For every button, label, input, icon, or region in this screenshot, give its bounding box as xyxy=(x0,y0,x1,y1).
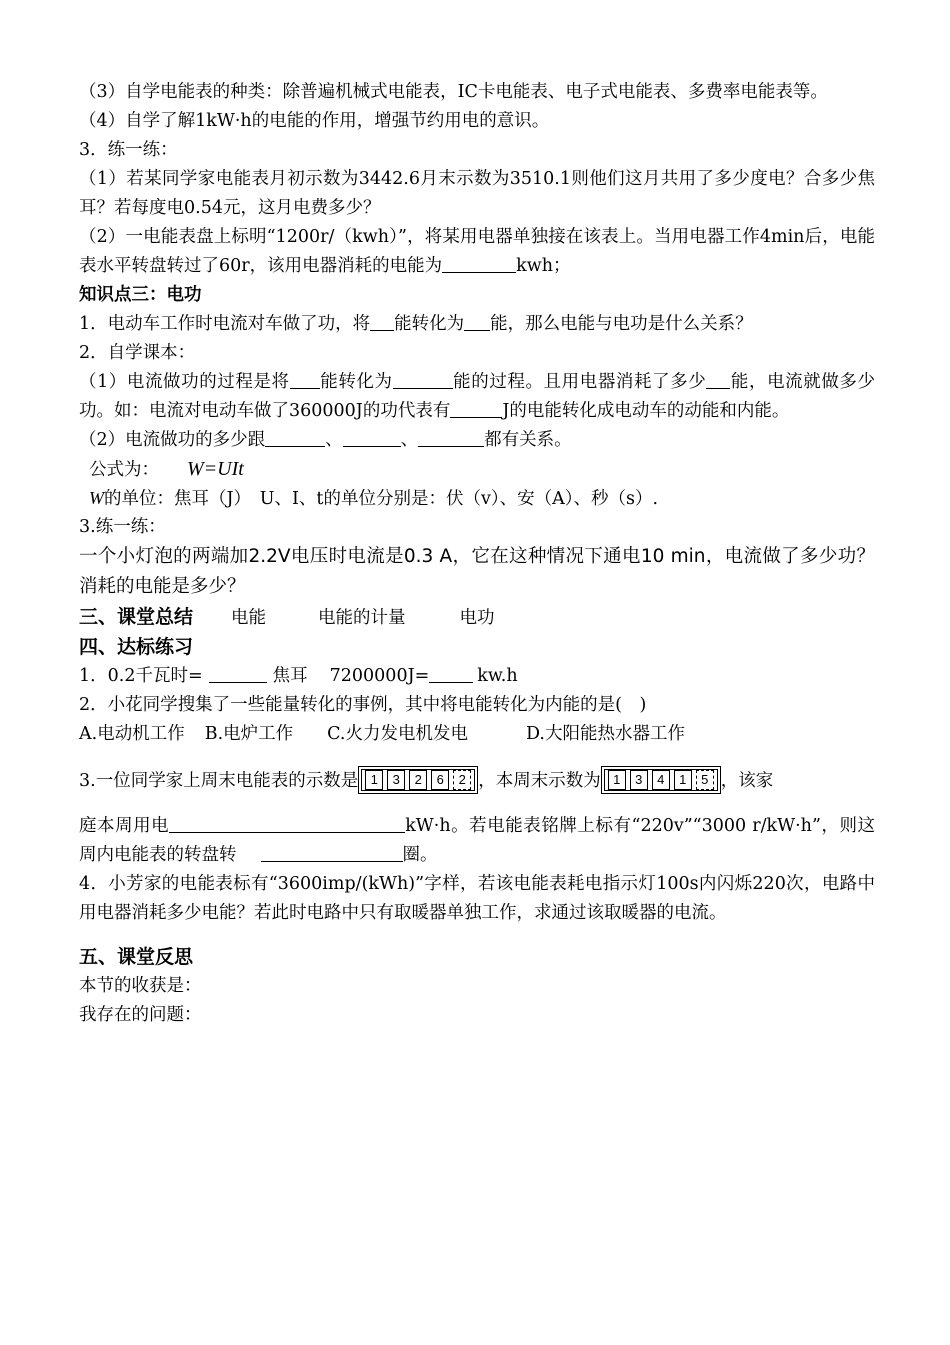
practice-text: 庭本周用电 xyxy=(79,816,170,836)
meter-decimal-digit: 2 xyxy=(453,770,471,790)
option-c[interactable]: C.火力发电机发电 xyxy=(327,724,468,744)
meter-digit: 1 xyxy=(608,770,626,790)
practice-label: 3.练一练： xyxy=(79,517,166,537)
formula-label: 公式为： xyxy=(89,460,159,480)
practice-text: ，本周末示数为 xyxy=(478,771,601,791)
answer-blank[interactable] xyxy=(442,254,516,273)
meter-reading-last-week xyxy=(358,766,478,794)
summary-item: 电能 xyxy=(231,608,267,628)
option-b[interactable]: B.电炉工作 xyxy=(204,724,294,744)
question-text: 能的过程。且用电器消耗了多少 xyxy=(452,372,707,392)
practice-text: kw.h xyxy=(477,666,518,686)
formula-line xyxy=(79,455,875,484)
answer-blank[interactable] xyxy=(370,312,394,331)
units-line xyxy=(79,484,875,513)
practice-text: 焦耳 xyxy=(272,666,308,686)
option-a[interactable]: A.电动机工作 xyxy=(79,724,185,744)
answer-blank[interactable] xyxy=(464,312,490,331)
meter-digit: 1 xyxy=(365,770,383,790)
question-text: 能，电流就做多少功。如：电流对电动车做了360000J的功代表有 xyxy=(79,372,876,421)
text-line: （3）自学电能表的种类：除普遍机械式电能表，IC卡电能表、电子式电能表、多费率电能表等。 xyxy=(79,82,828,102)
answer-blank[interactable] xyxy=(450,399,502,418)
exercise-2 xyxy=(79,223,875,281)
question-text: （2）电流做功的多少跟 xyxy=(79,430,266,450)
option-d[interactable]: D.大阳能热水器工作 xyxy=(525,724,685,744)
meter-digit: 4 xyxy=(652,770,670,790)
question-text: 都有关系。 xyxy=(484,430,572,450)
practice-text: 圈。 xyxy=(402,845,438,865)
question-2-2 xyxy=(79,426,875,455)
answer-blank[interactable] xyxy=(169,814,405,833)
text-line: （4）自学了解1kW·h的电能的作用，增强节约用电的意识。 xyxy=(79,111,550,131)
answer-blank[interactable] xyxy=(343,428,401,447)
answer-blank[interactable] xyxy=(418,428,484,447)
practice-text: 7200000J= xyxy=(329,666,430,686)
summary-title: 三、课堂总结 xyxy=(79,606,194,628)
units-text: 的单位：焦耳（J） U、I、t的单位分别是：伏（v）、安（A）、秒（s）. xyxy=(104,489,659,509)
question-1-text: 能转化为 xyxy=(394,314,465,334)
answer-blank[interactable] xyxy=(706,370,730,389)
practice-3 xyxy=(79,765,875,798)
practice-4: 4．小芳家的电能表标有“3600imp/(kWh)”字样，若该电能表耗电指示灯100s内闪烁220次，电路中用电器消耗多少电能？若此时电路中只有取暖器单独工作，求通过该取暖器的电流。 xyxy=(79,874,875,923)
practice-2-options xyxy=(79,720,875,749)
question-2-1 xyxy=(79,368,875,426)
practice-text: 1．0.2千瓦时= xyxy=(79,666,203,686)
exercise-2-unit: kwh； xyxy=(516,256,571,276)
question-text: 能转化为 xyxy=(319,372,393,392)
meter-digit: 1 xyxy=(674,770,692,790)
question-1-text: 1．电动车工作时电流对车做了功，将 xyxy=(79,314,371,334)
lamp-question: 一个小灯泡的两端加2.2V电压时电流是0.3 A，它在这种情况下通电10 min，电流做了多少功？消耗的电能是多少？ xyxy=(79,546,875,597)
question-1-text: 能，那么电能与电功是什么关系？ xyxy=(490,314,753,334)
meter-decimal-digit: 5 xyxy=(696,770,714,790)
question-text: （1）电流做功的过程是将 xyxy=(79,372,290,392)
answer-blank[interactable] xyxy=(209,664,267,683)
formula: W=UIt xyxy=(187,458,244,480)
question-text: 、 xyxy=(325,430,343,450)
summary-item: 电能的计量 xyxy=(318,608,406,628)
answer-blank[interactable] xyxy=(265,428,325,447)
knowledge-point-3-heading: 知识点三：电功 xyxy=(79,285,202,305)
text-line: 3．练一练： xyxy=(79,140,178,160)
question-text: 、 xyxy=(400,430,419,450)
summary-item: 电功 xyxy=(459,608,495,628)
meter-digit: 2 xyxy=(409,770,427,790)
exercise-1: （1）若某同学家电能表月初示数为3442.6月末示数为3510.1则他们这月共用了多少度电？合多少焦耳？若每度电0.54元，这月电费多少？ xyxy=(79,169,875,218)
reflection-problem: 我存在的问题： xyxy=(79,1005,202,1025)
unit-symbol: W xyxy=(89,488,104,508)
practice-3-continued xyxy=(79,812,875,870)
practice-1 xyxy=(79,662,875,691)
meter-digit: 6 xyxy=(431,770,449,790)
answer-blank[interactable] xyxy=(261,843,403,862)
practice-text: 3.一位同学家上周末电能表的示数是 xyxy=(79,771,359,791)
practice-text: kW·h。若电能表铭牌上标有“220v”“3000 r/kW·h”，则这周内电能表的转盘转 xyxy=(79,816,875,865)
meter-digit: 3 xyxy=(630,770,648,790)
meter-reading-this-week xyxy=(601,766,721,794)
practice-title: 四、达标练习 xyxy=(79,636,194,658)
question-1 xyxy=(79,310,875,339)
exercise-2-text: （2）一电能表盘上标明“1200r/（kwh）”，将某用电器单独接在该表上。当用电器工作4min后，电能表水平转盘转过了60r，该用电器消耗的电能为 xyxy=(79,227,875,276)
answer-blank[interactable] xyxy=(393,370,453,389)
question-2: 2．自学课本： xyxy=(79,343,196,363)
summary-section xyxy=(79,602,875,632)
answer-blank[interactable] xyxy=(429,664,473,683)
practice-text: ，该家 xyxy=(720,771,774,791)
question-text: J的电能转化成电动车的动能和内能。 xyxy=(502,401,790,421)
meter-digit: 3 xyxy=(387,770,405,790)
reflection-title: 五、课堂反思 xyxy=(79,946,194,968)
answer-blank[interactable] xyxy=(290,370,320,389)
practice-2: 2．小花同学搜集了一些能量转化的事例，其中将电能转化为内能的是( ) xyxy=(79,695,647,715)
reflection-gain: 本节的收获是： xyxy=(79,976,202,996)
worksheet-page xyxy=(79,78,875,1030)
